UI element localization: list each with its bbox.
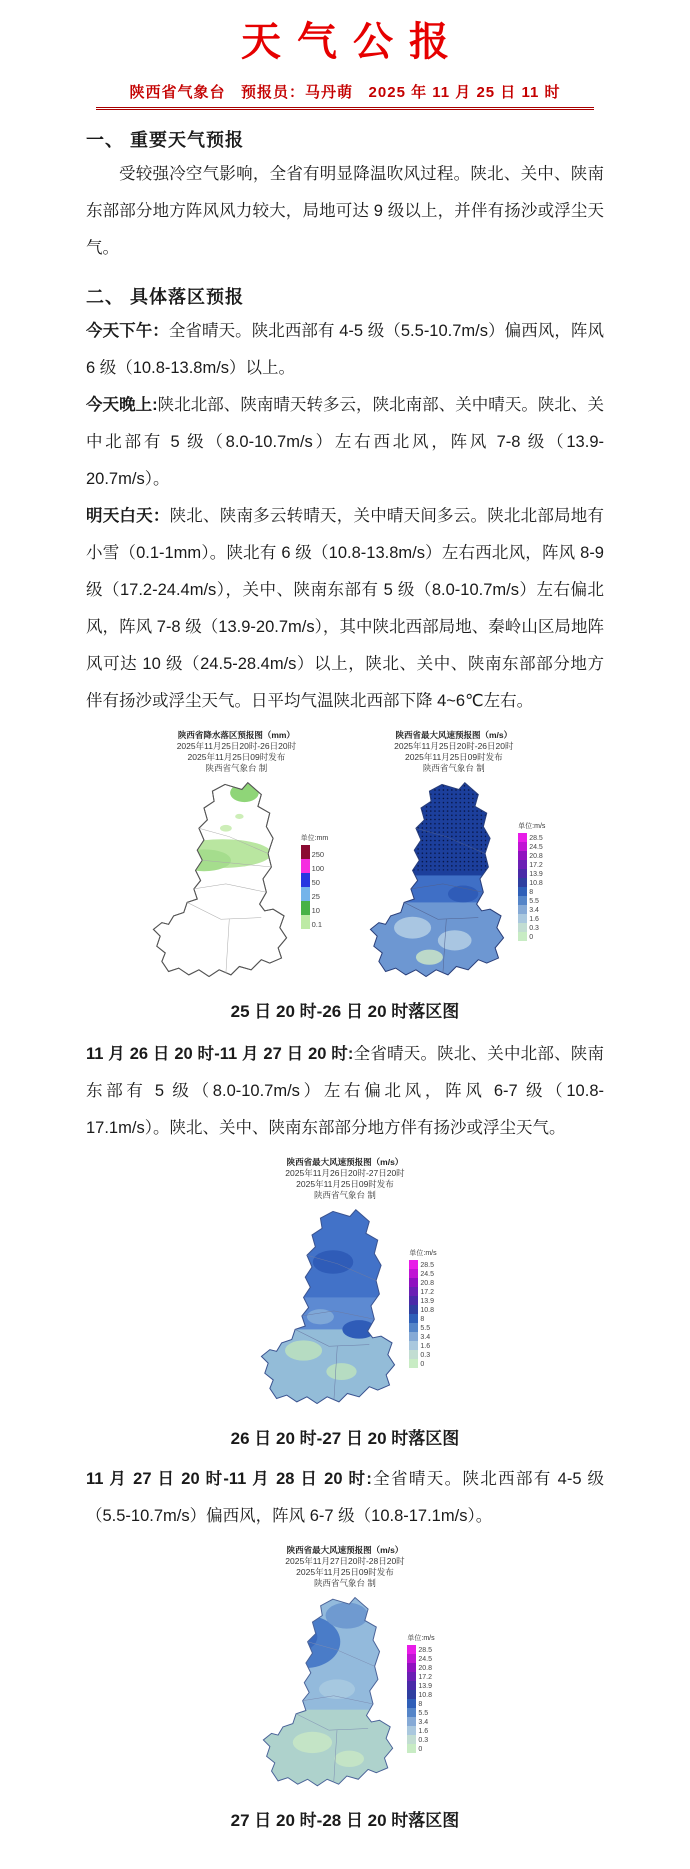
legend-color-swatch	[407, 1690, 416, 1699]
page-title: 天气公报	[241, 20, 465, 64]
map-caption-day1: 25 日 20 时-26 日 20 时落区图	[230, 1002, 460, 1021]
legend-label: 17.2	[418, 1673, 432, 1681]
legend-entry	[409, 1350, 436, 1359]
map-valid-period: 2025年11月25日20时-26日20时	[176, 741, 297, 751]
map-caption-day3: 27 日 20 时-28 日 20 时落区图	[230, 1811, 460, 1830]
legend-color-swatch	[301, 845, 310, 859]
section1-body: 受较强冷空气影响，全省有明显降温吹风过程。陕北、关中、陕南东部部分地方阵风风力较大，局地可达 9 级以上，并伴有扬沙或浮尘天气。	[86, 165, 604, 257]
map-maker: 陕西省气象台 制	[422, 763, 485, 773]
legend-label: 28.5	[418, 1646, 432, 1654]
precipitation-legend	[301, 833, 329, 929]
legend-label: 13.9	[420, 1297, 434, 1305]
legend-entry	[409, 1278, 436, 1287]
section2-heading: 二、 具体落区预报	[86, 287, 245, 307]
legend-entry	[301, 845, 329, 859]
legend-entry	[407, 1672, 434, 1681]
legend-label: 13.9	[418, 1682, 432, 1690]
paragraph-lead: 今天晚上:	[86, 396, 158, 414]
legend-title: 单位:m/s	[409, 1249, 437, 1257]
byline	[96, 81, 594, 110]
legend-entry	[407, 1699, 434, 1708]
legend-label: 10.8	[418, 1691, 432, 1699]
legend-color-swatch	[409, 1350, 418, 1359]
paragraph-text: 陕北北部、陕南晴天转多云，陕北南部、关中晴天。陕北、关中北部有 5 级（8.0-10.7m/s）左右西北风，阵风 7-8 级（13.9-20.7m/s）。	[86, 396, 604, 488]
paragraph-tonight	[86, 387, 604, 498]
map-issued: 2025年11月25日09时发布	[296, 1179, 394, 1189]
map-header	[394, 730, 513, 774]
legend-entry	[518, 869, 545, 878]
wind-map-day1-block	[362, 730, 545, 985]
map-header	[285, 1157, 404, 1201]
legend-label: 28.5	[420, 1261, 434, 1269]
wind-map-day1	[362, 776, 512, 985]
legend-color-swatch	[518, 869, 527, 878]
legend-entry	[407, 1717, 434, 1726]
legend-color-swatch	[301, 901, 310, 915]
paragraph-27-28	[86, 1461, 604, 1535]
legend-label: 13.9	[529, 870, 543, 878]
legend-color-swatch	[409, 1314, 418, 1323]
paragraph-text: 全省晴天。陕北西部有 4-5 级（5.5-10.7m/s）偏西风，阵风 6 级（10.8-13.8m/s）以上。	[86, 322, 605, 377]
paragraph-text: 陕北、陕南多云转晴天，关中晴天间多云。陕北北部局地有小雪（0.1-1mm）。陕北有 6 级（10.8-13.8m/s）左右西北风，阵风 8-9 级（17.2-24.4m/s），关中、陕南东部有 5 级（8.0-10.7m/s）左右偏北风，阵风 7-8 级（13.9-20.7m/s），其中陕北西部局地、秦岭山区局地阵风可达 10 级（24.5-28.4m/s）以上，陕北、关中、陕南东部部分地方伴有扬沙或浮尘天气。日平均气温陕北西部下降 4~6℃左右。	[86, 507, 605, 710]
wind-legend-day1	[518, 821, 545, 941]
legend-color-swatch	[407, 1717, 416, 1726]
legend-label: 5.5	[418, 1709, 429, 1717]
legend-color-swatch	[409, 1278, 418, 1287]
legend-color-swatch	[518, 887, 527, 896]
legend-label: 0.3	[420, 1351, 431, 1359]
legend-label: 1.6	[420, 1342, 431, 1350]
paragraph-lead: 11 月 26 日 20 时-11 月 27 日 20 时:	[86, 1045, 354, 1063]
legend-color-swatch	[518, 860, 527, 869]
legend-entry	[409, 1296, 436, 1305]
legend-label: 10.8	[529, 879, 543, 887]
paragraph-lead: 11 月 27 日 20 时-11 月 28 日 20 时:	[86, 1470, 372, 1488]
wind-map-day3-block	[255, 1545, 434, 1794]
wind-map-day3	[255, 1591, 401, 1794]
legend-entry	[518, 878, 545, 887]
legend-entry	[301, 887, 329, 901]
legend-color-swatch	[409, 1332, 418, 1341]
legend-entry	[407, 1690, 434, 1699]
legend-entry	[407, 1744, 434, 1753]
legend-entry	[407, 1645, 434, 1654]
legend-label: 0.1	[311, 920, 323, 929]
legend-color-swatch	[518, 842, 527, 851]
paragraph-lead: 今天下午：	[86, 322, 169, 340]
legend-color-swatch	[409, 1323, 418, 1332]
legend-label: 0	[529, 933, 534, 941]
legend-entry	[301, 859, 329, 873]
wind-legend-day2	[409, 1248, 436, 1368]
legend-color-swatch	[407, 1645, 416, 1654]
maps-row-day1	[0, 730, 690, 985]
legend-color-swatch	[407, 1654, 416, 1663]
legend-label: 250	[311, 850, 325, 859]
paragraph-lead: 明天白天：	[86, 507, 170, 525]
legend-entry	[409, 1323, 436, 1332]
map-valid-period: 2025年11月26日20时-27日20时	[285, 1168, 405, 1178]
legend-entry	[409, 1260, 436, 1269]
legend-label: 8	[420, 1315, 425, 1323]
map-valid-period: 2025年11月27日20时-28日20时	[285, 1556, 405, 1566]
legend-entry	[518, 851, 545, 860]
legend-label: 5.5	[529, 897, 539, 905]
map-issued: 2025年11月25日09时发布	[187, 752, 286, 762]
precipitation-map-block	[145, 730, 329, 985]
legend-label: 3.4	[420, 1333, 431, 1341]
paragraph-today-pm	[86, 313, 604, 387]
legend-title: 单位:mm	[300, 834, 329, 842]
legend-entry	[518, 905, 545, 914]
legend-color-swatch	[518, 851, 527, 860]
legend-entry	[407, 1726, 434, 1735]
legend-label: 0	[420, 1360, 425, 1368]
legend-color-swatch	[409, 1287, 418, 1296]
legend-color-swatch	[518, 932, 527, 941]
map-issued: 2025年11月25日09时发布	[296, 1567, 394, 1577]
legend-entry	[407, 1735, 434, 1744]
legend-entry	[518, 932, 545, 941]
legend-label: 10.8	[420, 1306, 434, 1314]
legend-entry	[407, 1681, 434, 1690]
paragraph-tomorrow	[86, 498, 604, 720]
legend-label: 24.5	[418, 1655, 432, 1663]
legend-color-swatch	[518, 923, 527, 932]
legend-label: 1.6	[529, 915, 539, 923]
legend-label: 3.4	[418, 1718, 429, 1726]
legend-label: 24.5	[420, 1270, 434, 1278]
wind-map-day2	[253, 1203, 403, 1412]
legend-color-swatch	[301, 859, 310, 873]
legend-entry	[409, 1359, 436, 1368]
legend-color-swatch	[518, 833, 527, 842]
map-valid-period: 2025年11月25日20时-26日20时	[394, 741, 514, 751]
legend-title: 单位:m/s	[518, 822, 546, 830]
legend-color-swatch	[518, 896, 527, 905]
legend-label: 3.4	[529, 906, 539, 914]
legend-entry	[518, 833, 545, 842]
issuer: 陕西省气象台	[129, 84, 226, 101]
paragraph-text: 全省晴天。陕北西部有 4-5 级（5.5-10.7m/s）偏西风，阵风 6-7 级（10.8-17.1m/s）。	[86, 1470, 604, 1525]
legend-label: 8	[418, 1700, 423, 1708]
map-header	[177, 730, 296, 774]
legend-entry	[409, 1305, 436, 1314]
legend-color-swatch	[409, 1296, 418, 1305]
map-title: 陕西省降水落区预报图（mm）	[177, 730, 295, 740]
legend-entry	[518, 914, 545, 923]
forecaster: 预报员：马丹萌	[241, 84, 354, 101]
legend-label: 20.8	[529, 852, 543, 860]
legend-entry	[407, 1663, 434, 1672]
legend-color-swatch	[301, 887, 310, 901]
legend-color-swatch	[407, 1708, 416, 1717]
legend-entry	[407, 1654, 434, 1663]
legend-label: 0	[418, 1745, 423, 1753]
legend-label: 0.3	[418, 1736, 429, 1744]
legend-entry	[409, 1332, 436, 1341]
map-title: 陕西省最大风速预报图（m/s）	[395, 730, 513, 740]
legend-color-swatch	[518, 914, 527, 923]
precipitation-map	[145, 776, 295, 985]
map-header	[285, 1545, 404, 1589]
map-maker: 陕西省气象台 制	[314, 1578, 376, 1588]
legend-label: 28.5	[529, 834, 543, 842]
legend-label: 1.6	[418, 1727, 429, 1735]
legend-entry	[518, 923, 545, 932]
legend-label: 8	[529, 888, 534, 896]
legend-color-swatch	[409, 1305, 418, 1314]
legend-entry	[518, 842, 545, 851]
legend-entry	[409, 1314, 436, 1323]
wind-legend-day3	[407, 1633, 434, 1753]
map-caption-day2: 26 日 20 时-27 日 20 时落区图	[230, 1429, 460, 1448]
legend-entry	[409, 1341, 436, 1350]
maps-row-day2	[0, 1157, 690, 1412]
legend-label: 17.2	[529, 861, 543, 869]
legend-entry	[409, 1287, 436, 1296]
map-title: 陕西省最大风速预报图（m/s）	[286, 1545, 404, 1555]
legend-label: 20.8	[420, 1279, 434, 1287]
legend-color-swatch	[518, 878, 527, 887]
legend-label: 25	[311, 892, 320, 901]
legend-entry	[409, 1269, 436, 1278]
paragraph-text: 全省晴天。陕北、关中北部、陕南东部有 5 级（8.0-10.7m/s）左右偏北风，阵风 6-7 级（10.8-17.1m/s）。陕北、关中、陕南东部部分地方伴有扬沙或浮尘天气。	[86, 1045, 604, 1137]
map-issued: 2025年11月25日09时发布	[404, 752, 503, 762]
legend-label: 17.2	[420, 1288, 434, 1296]
legend-label: 100	[311, 864, 325, 873]
legend-label: 5.5	[420, 1324, 431, 1332]
map-title: 陕西省最大风速预报图（m/s）	[286, 1157, 404, 1167]
legend-entry	[518, 896, 545, 905]
legend-color-swatch	[301, 915, 310, 929]
legend-entry	[407, 1708, 434, 1717]
paragraph-26-27	[86, 1036, 604, 1147]
legend-color-swatch	[409, 1359, 418, 1368]
legend-color-swatch	[301, 873, 310, 887]
legend-label: 10	[311, 906, 320, 915]
legend-entry	[518, 860, 545, 869]
legend-color-swatch	[407, 1681, 416, 1690]
legend-color-swatch	[409, 1341, 418, 1350]
legend-label: 50	[311, 878, 320, 887]
legend-color-swatch	[407, 1663, 416, 1672]
legend-color-swatch	[407, 1744, 416, 1753]
legend-entry	[301, 915, 329, 929]
map-maker: 陕西省气象台 制	[205, 763, 268, 773]
legend-label: 24.5	[529, 843, 543, 851]
maps-row-day3	[0, 1545, 690, 1794]
legend-color-swatch	[409, 1260, 418, 1269]
legend-entry	[301, 901, 329, 915]
legend-color-swatch	[407, 1726, 416, 1735]
legend-label: 20.8	[418, 1664, 432, 1672]
legend-title: 单位:m/s	[407, 1634, 435, 1642]
legend-color-swatch	[409, 1269, 418, 1278]
issue-datetime: 2025 年 11 月 25 日 11 时	[368, 84, 561, 101]
legend-label: 0.3	[529, 924, 539, 932]
legend-entry	[518, 887, 545, 896]
legend-color-swatch	[407, 1735, 416, 1744]
section1-heading: 一、 重要天气预报	[86, 130, 245, 150]
legend-entry	[301, 873, 329, 887]
wind-map-day2-block	[253, 1157, 436, 1412]
legend-color-swatch	[407, 1699, 416, 1708]
legend-color-swatch	[407, 1672, 416, 1681]
map-maker: 陕西省气象台 制	[314, 1190, 376, 1200]
legend-color-swatch	[518, 905, 527, 914]
